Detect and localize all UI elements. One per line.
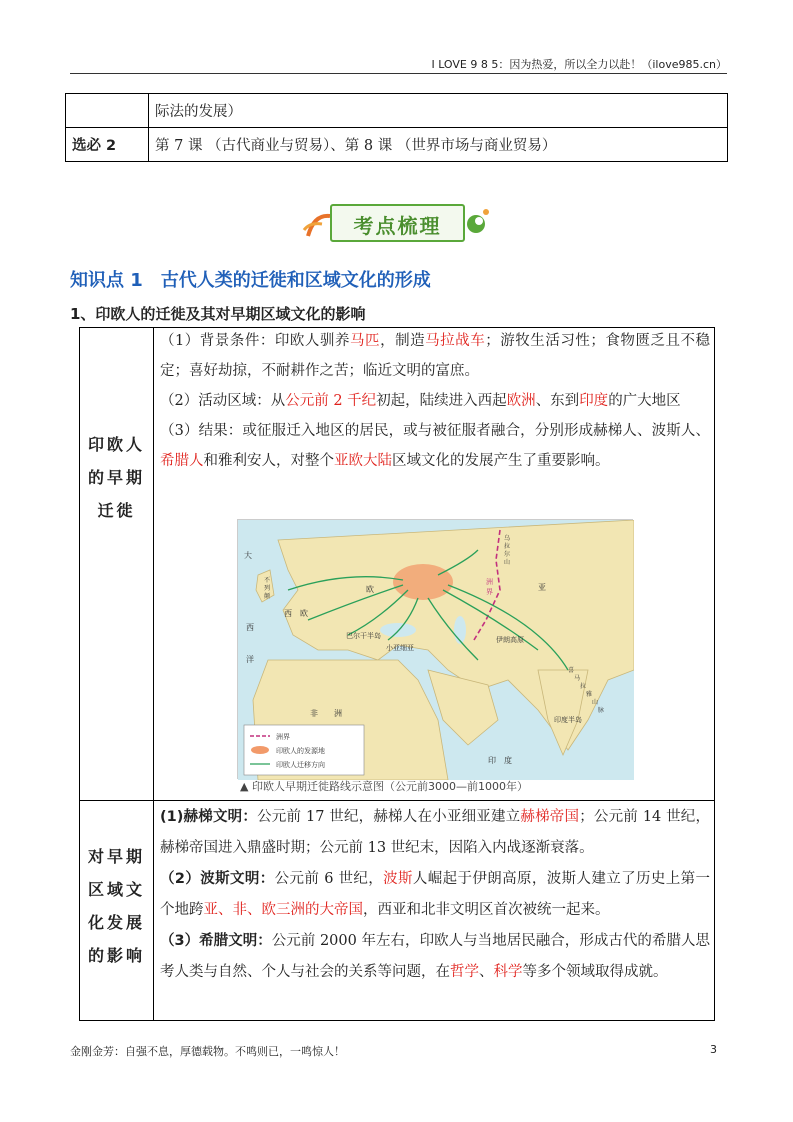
map-label-himalaya: 山 — [592, 699, 599, 706]
legend-boundary-label: 洲界 — [276, 733, 290, 741]
paragraph-greek — [160, 926, 710, 988]
legend-route-label: 印欧人迁移方向 — [276, 761, 325, 769]
paragraph-region — [160, 386, 710, 416]
map-label-indian-ocean: 印 度 — [488, 756, 512, 765]
map-svg — [238, 520, 634, 780]
row-label — [66, 94, 149, 128]
row-label-migration — [80, 428, 153, 527]
influence-text — [160, 802, 710, 988]
label-line: 的早期 — [87, 468, 145, 487]
footer-motto: 金刚金芳：自强不息，厚德载物。不鸣则已，一鸣惊人！ — [70, 1045, 345, 1058]
curriculum-table — [65, 93, 728, 162]
map-label-britain: 颠 — [264, 593, 271, 600]
legend-origin-label: 印欧人的发源地 — [276, 747, 325, 755]
paragraph-hittite — [160, 802, 710, 864]
map-label-britain: 列 — [264, 585, 271, 592]
page-number: 3 — [710, 1043, 717, 1056]
map-label-asia-minor: 小亚细亚 — [386, 644, 414, 652]
row-content: 际法的发展） — [149, 94, 728, 128]
text-run: （1）背景条件：印欧人驯养 — [160, 333, 351, 349]
highlight-text: 马拉战车 — [425, 333, 486, 349]
paragraph-result — [160, 416, 710, 476]
label-line: 的影响 — [87, 946, 145, 965]
map-label-africa: 非 洲 — [310, 709, 342, 718]
row-label-influence — [80, 840, 153, 972]
text-heading: （2）波斯文明： — [160, 871, 275, 887]
section-banner — [300, 200, 490, 246]
text-heading: (1)赫梯文明： — [160, 809, 258, 825]
label-line: 印欧人 — [87, 435, 145, 454]
highlight-text: 哲学 — [450, 964, 479, 980]
map-label-ural: 拉 — [504, 543, 511, 550]
map-label-ural: 山 — [504, 559, 511, 566]
highlight-text: 科学 — [493, 964, 523, 980]
map-label-europe: 欧 — [366, 585, 374, 594]
map-label-himalaya: 马 — [574, 675, 581, 682]
row-divider — [80, 800, 714, 801]
map-label-iran: 伊朗高原 — [496, 636, 524, 644]
section-title: 1、印欧人的迁徙及其对早期区域文化的影响 — [70, 305, 366, 323]
highlight-text: 波斯 — [383, 871, 413, 887]
map-label-ocean: 洋 — [246, 655, 254, 664]
column-divider — [153, 328, 154, 1020]
map-label-ural: 尔 — [504, 551, 511, 558]
migration-text — [160, 326, 710, 476]
map-origin-area — [393, 564, 453, 600]
label-line: 化发展 — [87, 913, 145, 932]
content-table — [79, 327, 715, 1021]
text-run: ；游牧生活习性；食物匮乏且不稳定；喜好劫掠，不耐耕作之苦；临近文明的富庶。 — [160, 333, 711, 379]
text-run: 等多个领域取得成就。 — [522, 964, 668, 980]
text-run: 公元前 6 世纪， — [274, 871, 384, 887]
highlight-text: 公元前 2 千纪 — [285, 393, 377, 409]
map-label-west-europe: 西 欧 — [284, 609, 308, 618]
text-run: ；公元前 14 世纪，赫梯帝国进入鼎盛时期；公元前 13 世纪末，因陷入内战逐渐衰落。 — [160, 809, 710, 856]
text-run: 区域文化的发展产生了重要影响。 — [392, 453, 610, 469]
label-line: 对早期 — [87, 847, 145, 866]
text-run: 人崛起于伊朗高原，波斯人建立了历史上第一个地跨 — [160, 871, 711, 918]
map-caption: ▲ 印欧人早期迁徙路线示意图（公元前3000—前1000年） — [240, 780, 528, 793]
map-label-ocean: 西 — [246, 623, 254, 632]
text-run: ，制造 — [380, 333, 426, 349]
paragraph-persian — [160, 864, 710, 926]
paragraph-background — [160, 326, 710, 386]
highlight-text: 马匹 — [350, 333, 381, 349]
map-label-himalaya: 脉 — [598, 707, 605, 714]
highlight-text: 希腊人 — [160, 453, 204, 469]
map-label-himalaya: 雅 — [586, 691, 593, 698]
map-label-balkan: 巴尔干半岛 — [346, 632, 381, 640]
highlight-text: 亚欧大陆 — [334, 453, 392, 469]
highlight-text: 欧洲 — [506, 393, 536, 409]
map-label-india: 印度半岛 — [554, 716, 582, 724]
highlight-text: 亚、非、欧三洲的大帝国 — [203, 902, 363, 918]
label-line: 区域文 — [87, 880, 145, 899]
text-run: 和雅利安人，对整个 — [203, 453, 334, 469]
text-heading: （3）希腊文明： — [160, 933, 272, 949]
text-run: 公元前 17 世纪，赫梯人在小亚细亚建立 — [257, 809, 521, 825]
map-label-himalaya: 喜 — [568, 667, 575, 674]
page-header: I LOVE 9 8 5：因为热爱，所以全力以赴！（ilove985.cn） — [431, 58, 727, 71]
map-label-boundary: 界 — [486, 588, 493, 596]
text-run: 初起，陆续进入西起 — [376, 393, 507, 409]
text-run: 、 — [479, 964, 494, 980]
map-label-ocean: 大 — [244, 551, 252, 560]
map-label-asia: 亚 — [538, 583, 546, 592]
map-black-sea — [380, 623, 416, 637]
highlight-text: 赫梯帝国 — [520, 809, 580, 825]
table-row — [66, 94, 728, 128]
text-run: 公元前 2000 年左右，印欧人与当地居民融合，形成古代的希腊人思考人类与自然、个人与社会的关系等问题，在 — [160, 933, 710, 980]
banner-title: 考点梳理 — [353, 214, 442, 238]
map-label-britain: 不 — [264, 577, 271, 584]
text-run: ，西亚和北非文明区首次被统一起来。 — [363, 902, 610, 918]
row-content: 第 7 课 （古代商业与贸易）、第 8 课 （世界市场与商业贸易） — [149, 128, 728, 162]
map-label-himalaya: 拉 — [580, 683, 587, 690]
text-run: 、东到 — [535, 393, 580, 409]
highlight-text: 印度 — [579, 393, 609, 409]
table-row — [66, 128, 728, 162]
legend-origin-swatch — [251, 746, 269, 754]
header-divider — [70, 73, 727, 74]
knowledge-point-title: 知识点 1 古代人类的迁徙和区域文化的形成 — [70, 270, 431, 291]
map-label-boundary: 洲 — [486, 578, 493, 586]
row-label: 选必 2 — [66, 128, 149, 162]
text-run: 的广大地区 — [608, 393, 681, 409]
label-line: 迁徙 — [97, 501, 136, 520]
map-label-ural: 乌 — [504, 535, 511, 542]
text-run: （2）活动区域：从 — [160, 393, 286, 409]
text-run: （3）结果：或征服迁入地区的居民，或与被征服者融合，分别形成赫梯人、波斯人、 — [160, 423, 710, 439]
migration-map — [237, 519, 633, 779]
map-caspian-sea — [454, 616, 466, 644]
